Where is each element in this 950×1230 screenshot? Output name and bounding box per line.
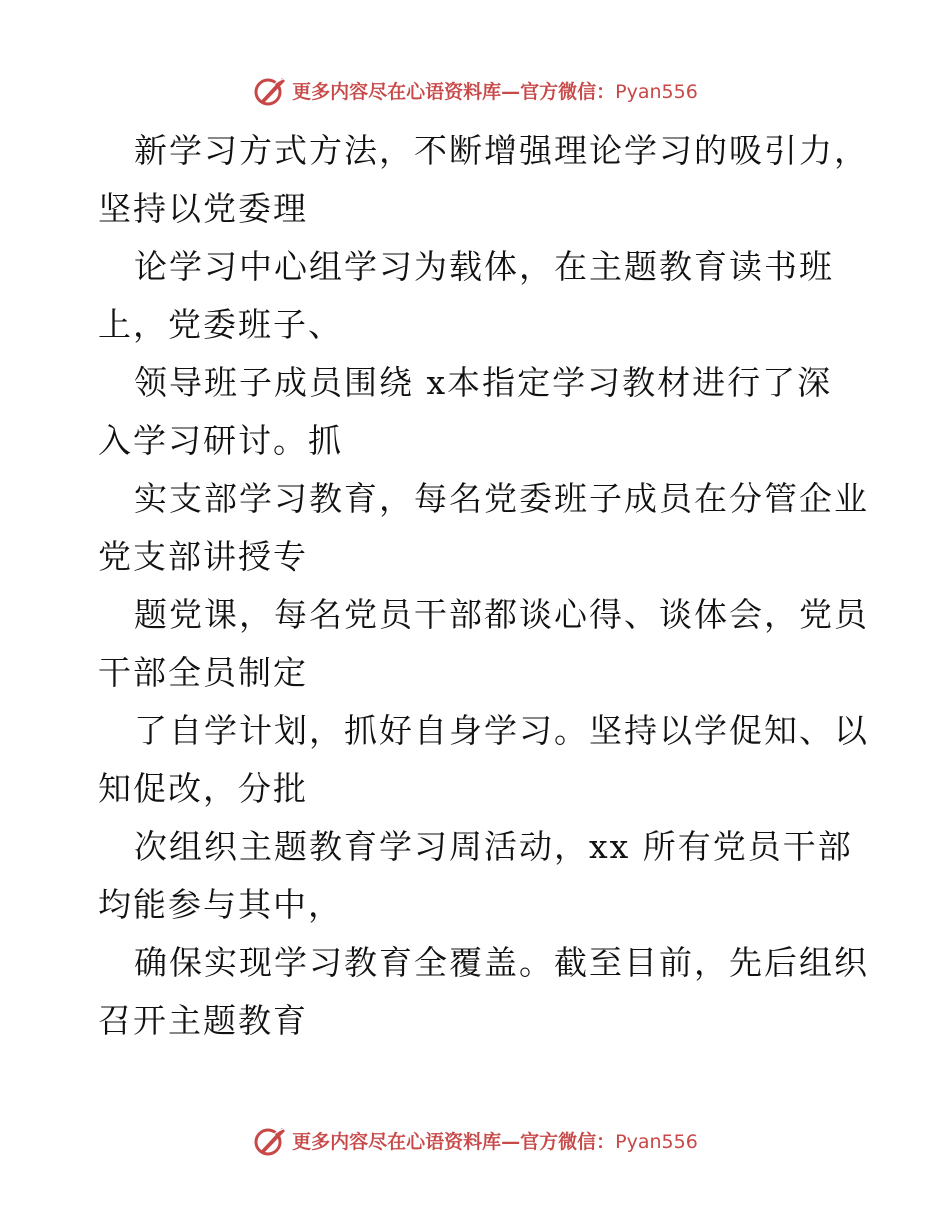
paragraph-line: 上，党委班子、 xyxy=(98,305,343,344)
quill-pen-logo-icon xyxy=(252,1122,288,1158)
header-wechat-id: Pyan556 xyxy=(615,80,698,103)
header-banner-text xyxy=(292,77,698,104)
paragraph-line: 了自学计划，抓好自身学习。坚持以学促知、以 xyxy=(134,711,869,750)
paragraph-line: 干部全员制定 xyxy=(98,653,308,692)
paragraph-line: 实支部学习教育，每名党委班子成员在分管企业 xyxy=(134,479,869,518)
paragraph-line: 论学习中心组学习为载体，在主题教育读书班 xyxy=(134,247,834,286)
header-banner-label: 更多内容尽在心语资料库—官方微信： xyxy=(292,80,616,103)
paragraph-line: 领导班子成员围绕 x本指定学习教材进行了深 xyxy=(134,363,833,402)
header-banner xyxy=(0,70,950,110)
paragraph xyxy=(98,934,868,1050)
paragraph xyxy=(98,238,868,354)
paragraph-line: 召开主题教育 xyxy=(98,1001,308,1040)
paragraph-line: 均能参与其中， xyxy=(98,885,343,924)
document-body xyxy=(98,122,868,1050)
paragraph-line: 坚持以党委理 xyxy=(98,189,308,228)
paragraph xyxy=(98,818,868,934)
paragraph xyxy=(98,702,868,818)
paragraph-line: 知促改，分批 xyxy=(98,769,308,808)
paragraph-line: 党支部讲授专 xyxy=(98,537,308,576)
paragraph xyxy=(98,586,868,702)
quill-pen-logo-icon xyxy=(252,72,288,108)
paragraph xyxy=(98,470,868,586)
footer-banner-label: 更多内容尽在心语资料库—官方微信： xyxy=(292,1130,616,1153)
paragraph xyxy=(98,354,868,470)
footer-banner-text xyxy=(292,1127,698,1154)
paragraph-line: 入学习研讨。抓 xyxy=(98,421,343,460)
footer-wechat-id: Pyan556 xyxy=(615,1130,698,1153)
paragraph-line: 新学习方式方法，不断增强理论学习的吸引力， xyxy=(134,131,869,170)
paragraph-line: 确保实现学习教育全覆盖。截至目前，先后组织 xyxy=(134,943,869,982)
footer-banner xyxy=(0,1120,950,1160)
paragraph xyxy=(98,122,868,238)
paragraph-line: 题党课，每名党员干部都谈心得、谈体会，党员 xyxy=(134,595,869,634)
paragraph-line: 次组织主题教育学习周活动，xx 所有党员干部 xyxy=(134,827,853,866)
